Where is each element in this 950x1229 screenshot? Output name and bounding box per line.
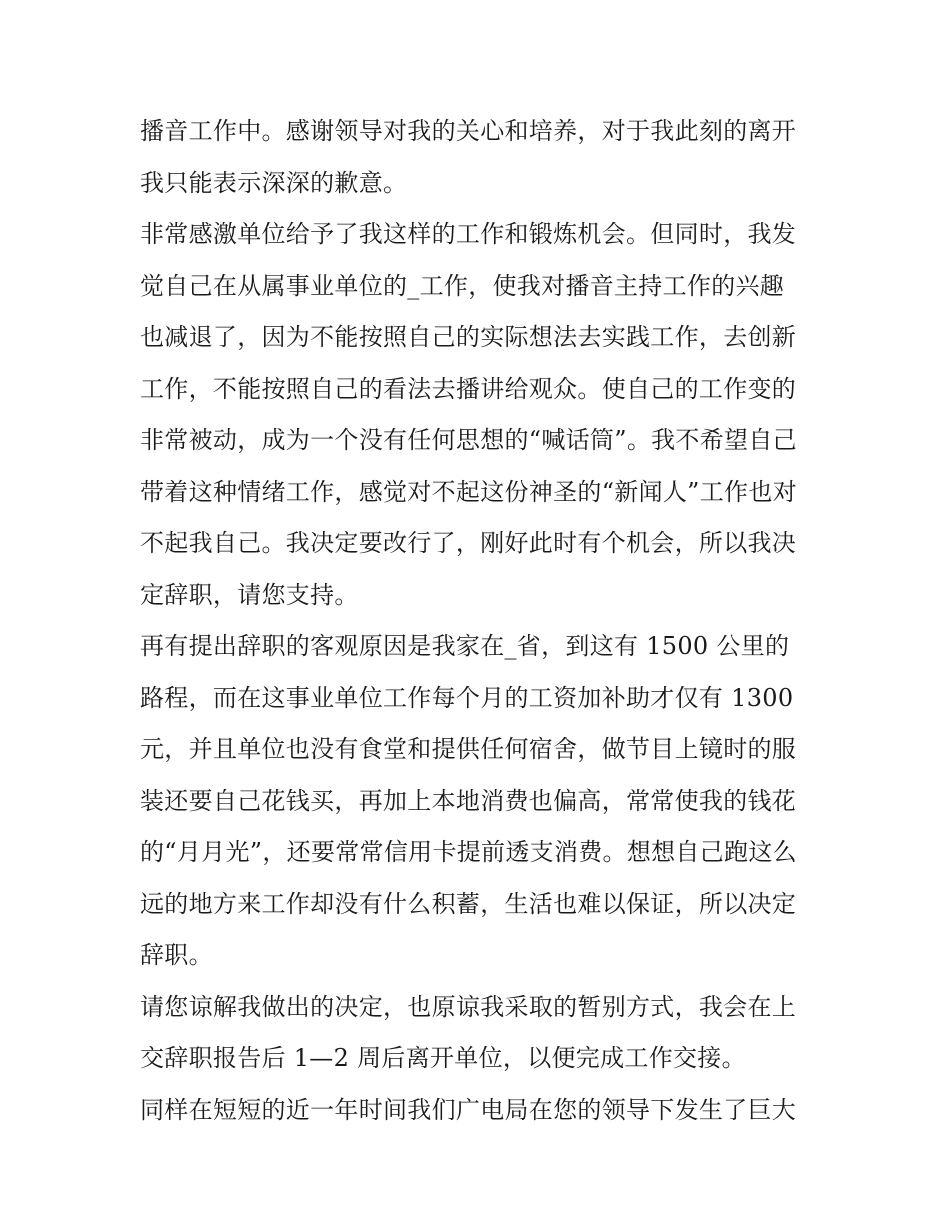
text-line-3: 非常感激单位给予了我这样的工作和锻炼机会。但同时，我发 [140, 220, 797, 248]
document-body [140, 106, 820, 1136]
text-line-8: 带着这种情绪工作，感觉对不起这份神圣的“新闻人”工作也对 [140, 477, 797, 506]
text-line-4: 觉自己在从属事业单位的_工作，使我对播音主持工作的兴趣 [140, 271, 785, 300]
text-line-2: 我只能表示深深的歉意。 [140, 168, 408, 197]
text-line-13: 元，并且单位也没有食堂和提供任何宿舍，做节目上镜时的服 [140, 735, 797, 763]
text-line-10: 定辞职，请您支持。 [140, 580, 359, 609]
text-line-16: 远的地方来工作却没有什么积蓄，生活也难以保证，所以决定 [140, 889, 797, 918]
text-line-18: 请您谅解我做出的决定，也原谅我采取的暂别方式，我会在上 [140, 992, 797, 1021]
text-line-5: 也减退了，因为不能按照自己的实际想法去实践工作，去创新 [140, 323, 797, 351]
text-line-11: 再有提出辞职的客观原因是我家在_省，到这有 1500 公里的 [140, 632, 790, 660]
text-line-15: 的“月月光”，还要常常信用卡提前透支消费。想想自己跑这么 [140, 838, 797, 866]
text-line-17: 辞职。 [140, 941, 213, 969]
text-line-14: 装还要自己花钱买，再加上本地消费也偏高，常常使我的钱花 [140, 786, 797, 815]
text-line-20: 同样在短短的近一年时间我们广电局在您的领导下发生了巨大 [140, 1095, 797, 1124]
text-line-9: 不起我自己。我决定要改行了，刚好此时有个机会，所以我决 [140, 529, 797, 557]
text-line-12: 路程，而在这事业单位工作每个月的工资加补助才仅有 1300 [140, 683, 794, 712]
text-line-6: 工作，不能按照自己的看法去播讲给观众。使自己的工作变的 [140, 374, 797, 403]
text-line-1: 播音工作中。感谢领导对我的关心和培养，对于我此刻的离开 [140, 117, 797, 145]
text-line-7: 非常被动，成为一个没有任何思想的“喊话筒”。我不希望自己 [140, 426, 797, 454]
text-line-19: 交辞职报告后 1—2 周后离开单位，以便完成工作交接。 [140, 1044, 746, 1072]
